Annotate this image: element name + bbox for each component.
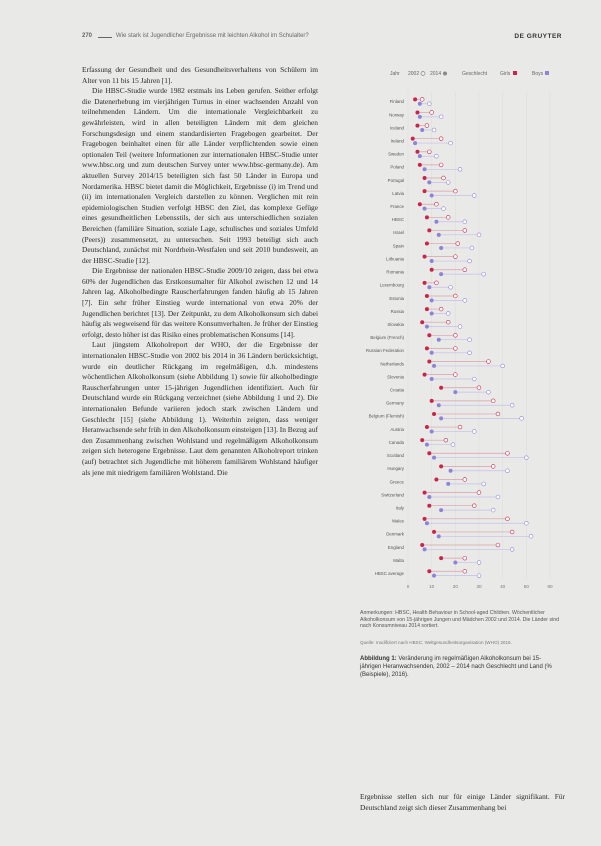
boys-2014-point bbox=[430, 311, 434, 315]
girls-2002-point bbox=[453, 294, 457, 298]
girls-2002-point bbox=[446, 320, 450, 324]
girls-2002-point bbox=[425, 124, 429, 128]
legend-swatch-boys bbox=[545, 71, 549, 75]
boys-2014-point bbox=[418, 115, 422, 119]
legend-item-girls: Girls bbox=[500, 71, 511, 77]
category-label: Belgium (Flemish) bbox=[368, 413, 404, 419]
girls-2014-point bbox=[425, 242, 429, 246]
boys-2014-point bbox=[430, 351, 434, 355]
x-tick-label: 50 bbox=[523, 584, 529, 589]
girls-2014-point bbox=[427, 504, 431, 508]
boys-2014-point bbox=[430, 298, 434, 302]
girls-2002-point bbox=[446, 215, 450, 219]
girls-2014-point bbox=[411, 137, 415, 141]
category-label: Wales bbox=[391, 518, 404, 524]
x-tick-label: 0 bbox=[406, 584, 410, 589]
legend-swatch-girls bbox=[513, 71, 517, 75]
x-tick-label: 40 bbox=[500, 584, 506, 589]
category-label: Sweden bbox=[388, 151, 404, 157]
legend-item-2014: 2014 bbox=[430, 71, 442, 77]
girls-2002-point bbox=[444, 438, 448, 442]
boys-2002-point bbox=[496, 495, 500, 499]
boys-2014-point bbox=[432, 364, 436, 368]
girls-2002-point bbox=[420, 97, 424, 101]
category-label: Malta bbox=[393, 557, 404, 563]
girls-2014-point bbox=[427, 333, 431, 337]
boys-2014-point bbox=[439, 272, 443, 276]
boys-2002-point bbox=[468, 351, 472, 355]
boys-2014-point bbox=[430, 194, 434, 198]
girls-2014-point bbox=[427, 451, 431, 455]
girls-2002-point bbox=[463, 478, 467, 482]
girls-2002-point bbox=[435, 202, 439, 206]
category-label: Romania bbox=[386, 269, 404, 275]
boys-2014-point bbox=[423, 547, 427, 551]
body-text-left bbox=[82, 65, 318, 478]
category-label: Russian Federation bbox=[365, 348, 404, 354]
girls-2002-point bbox=[463, 268, 467, 272]
girls-2002-point bbox=[430, 111, 434, 115]
boys-2014-point bbox=[427, 285, 431, 289]
boys-2014-point bbox=[437, 338, 441, 342]
boys-2002-point bbox=[458, 325, 462, 329]
girls-2014-point bbox=[425, 215, 429, 219]
category-label: France bbox=[390, 204, 404, 210]
girls-2014-point bbox=[427, 569, 431, 573]
boys-2002-point bbox=[451, 443, 455, 447]
category-label: Netherlands bbox=[380, 361, 404, 367]
girls-2002-point bbox=[427, 150, 431, 154]
boys-2002-point bbox=[435, 154, 439, 158]
category-label: Latvia bbox=[392, 190, 404, 196]
category-label: Finland bbox=[389, 99, 404, 105]
girls-2014-point bbox=[423, 491, 427, 495]
girls-2002-point bbox=[456, 242, 460, 246]
x-tick-label: 10 bbox=[429, 584, 435, 589]
girls-2014-point bbox=[420, 320, 424, 324]
boys-2002-point bbox=[510, 548, 514, 552]
girls-2002-point bbox=[463, 569, 467, 573]
girls-2014-point bbox=[434, 477, 438, 481]
girls-2014-point bbox=[427, 228, 431, 232]
boys-2014-point bbox=[430, 429, 434, 433]
girls-2014-point bbox=[415, 110, 419, 114]
category-label: Germany bbox=[385, 400, 404, 406]
boys-2002-point bbox=[491, 508, 495, 512]
girls-2014-point bbox=[415, 124, 419, 128]
boys-2002-point bbox=[468, 338, 472, 342]
legend-item-2002: 2002 bbox=[408, 71, 420, 77]
girls-2014-point bbox=[420, 438, 424, 442]
boys-2014-point bbox=[427, 495, 431, 499]
girls-2014-point bbox=[425, 294, 429, 298]
boys-2002-point bbox=[477, 561, 481, 565]
boys-2014-point bbox=[439, 416, 443, 420]
girls-2002-point bbox=[439, 307, 443, 311]
category-label: England bbox=[387, 544, 404, 550]
girls-2002-point bbox=[477, 386, 481, 390]
figure-1 bbox=[360, 65, 560, 605]
girls-2014-point bbox=[430, 399, 434, 403]
legend-sex-label: Geschlecht bbox=[462, 71, 488, 77]
boys-2002-point bbox=[442, 207, 446, 211]
boys-2014-point bbox=[439, 246, 443, 250]
girls-2002-point bbox=[477, 491, 481, 495]
girls-2014-point bbox=[423, 281, 427, 285]
category-label: Norway bbox=[389, 112, 404, 118]
boys-2002-point bbox=[427, 102, 431, 106]
boys-2014-point bbox=[430, 377, 434, 381]
figure-caption bbox=[360, 655, 560, 679]
category-label: Slovakia bbox=[387, 321, 404, 327]
legend-marker-2014 bbox=[443, 72, 447, 76]
figure-note: Anmerkungen: HBSC, Health Behaviour in School-aged Children. Wöchentlicher Alkoholkonsum von 15-jährigen Jungen und Mädchen 2002 und 2014. Die Länder sind nach Konsumniveau 2014 sortiert. bbox=[360, 610, 559, 630]
girls-2002-point bbox=[453, 373, 457, 377]
category-label: Hungary bbox=[387, 466, 404, 472]
girls-2014-point bbox=[425, 425, 429, 429]
running-title: Wie stark ist Jugendlicher Ergebnisse mit leichten Alkohol im Schulalter? bbox=[116, 33, 309, 39]
category-label: HBSC average bbox=[374, 571, 404, 577]
legend-year-label: Jahr bbox=[390, 71, 400, 77]
girls-2014-point bbox=[425, 346, 429, 350]
girls-2002-point bbox=[496, 543, 500, 547]
category-label: Russia bbox=[390, 308, 404, 314]
boys-2014-point bbox=[449, 469, 453, 473]
girls-2002-point bbox=[458, 425, 462, 429]
boys-2014-point bbox=[425, 443, 429, 447]
boys-2002-point bbox=[477, 233, 481, 237]
boys-2002-point bbox=[529, 534, 533, 538]
girls-2002-point bbox=[487, 360, 491, 364]
girls-2002-point bbox=[506, 451, 510, 455]
category-label: Denmark bbox=[386, 531, 404, 537]
x-tick-label: 60 bbox=[547, 584, 553, 589]
girls-2002-point bbox=[453, 255, 457, 259]
girls-2014-point bbox=[423, 373, 427, 377]
girls-2002-point bbox=[510, 530, 514, 534]
category-label: Estonia bbox=[389, 295, 404, 301]
girls-2002-point bbox=[453, 347, 457, 351]
boys-2002-point bbox=[449, 141, 453, 145]
category-label: Austria bbox=[390, 426, 404, 432]
category-label: Ireland bbox=[390, 138, 404, 144]
girls-2002-point bbox=[453, 189, 457, 193]
boys-2002-point bbox=[449, 285, 453, 289]
category-label: HBSC bbox=[391, 217, 404, 223]
girls-2002-point bbox=[442, 176, 446, 180]
running-header bbox=[82, 33, 562, 45]
girls-2002-point bbox=[439, 163, 443, 167]
boys-2014-point bbox=[427, 180, 431, 184]
category-label: Croatia bbox=[389, 387, 404, 393]
category-label: Scotland bbox=[386, 453, 404, 459]
boys-2014-point bbox=[446, 482, 450, 486]
girls-2014-point bbox=[432, 530, 436, 534]
girls-2014-point bbox=[430, 268, 434, 272]
publisher-logo: DE GRUYTER bbox=[514, 33, 562, 40]
girls-2002-point bbox=[463, 229, 467, 233]
boys-2002-point bbox=[472, 194, 476, 198]
category-label: Spain bbox=[392, 243, 404, 249]
category-label: Slovenia bbox=[387, 374, 404, 380]
body-text-right: Ergebnisse stellen sich nur für einige Länder signifikant. Für Deutschland zeigt sich dieser Zusammenhang bei bbox=[360, 792, 565, 812]
category-label: Greece bbox=[389, 479, 404, 485]
girls-2014-point bbox=[423, 176, 427, 180]
paragraph: Die Ergebnisse der nationalen HBSC-Studie 2009/10 zeigen, dass bei etwa 60% der Jugendlichen das Erstkonsumalter für Alkohol zwischen 12 und 14 Jahren lag. Alkoholbedingte Rauscherfahrungen fanden häufig ab 15 Jahren [7]. Ein sehr früher Einstieg wurde international von etwa 20% der Jugendlichen berichtet [13]. Der Zeitpunkt, zu dem Alkoholkonsum sich dabei häufig als wegweisend für das weitere Konsumverhalten. Je früher der Einstieg erfolgt, desto höher ist das Risiko eines problematischen Konsums [14]. bbox=[82, 266, 318, 339]
boys-2014-point bbox=[420, 128, 424, 132]
category-label: Lithuania bbox=[386, 256, 404, 262]
category-label: Portugal bbox=[387, 177, 404, 183]
boys-2002-point bbox=[432, 128, 436, 132]
boys-2002-point bbox=[501, 364, 505, 368]
boys-2002-point bbox=[470, 246, 474, 250]
boys-2002-point bbox=[468, 259, 472, 263]
boys-2002-point bbox=[463, 298, 467, 302]
girls-2014-point bbox=[427, 360, 431, 364]
category-label: Luxembourg bbox=[379, 282, 404, 288]
category-label: Switzerland bbox=[381, 492, 404, 498]
page-number: 270 bbox=[82, 33, 93, 39]
girls-2002-point bbox=[463, 556, 467, 560]
girls-2002-point bbox=[435, 281, 439, 285]
boys-2002-point bbox=[446, 181, 450, 185]
boys-2002-point bbox=[458, 167, 462, 171]
boys-2014-point bbox=[430, 259, 434, 263]
girls-2014-point bbox=[439, 556, 443, 560]
x-tick-label: 30 bbox=[476, 584, 482, 589]
category-label: Iceland bbox=[389, 125, 404, 131]
x-tick-label: 20 bbox=[452, 584, 458, 589]
figure-caption-text: Veränderung im regelmäßigen Alkoholkonsum bei 15-jährigen Heranwachsenden, 2002 – 2014 nach Geschlecht und Land (% (Beispiele), 2016). bbox=[360, 656, 552, 678]
category-label: Israel bbox=[393, 230, 404, 236]
boys-2014-point bbox=[437, 403, 441, 407]
girls-2014-point bbox=[423, 189, 427, 193]
header-rule bbox=[98, 37, 112, 38]
boys-2014-point bbox=[432, 456, 436, 460]
boys-2014-point bbox=[413, 141, 417, 145]
boys-2014-point bbox=[423, 207, 427, 211]
boys-2002-point bbox=[482, 272, 486, 276]
girls-2014-point bbox=[418, 163, 422, 167]
girls-2002-point bbox=[496, 412, 500, 416]
dot-chart bbox=[360, 65, 560, 605]
category-label: Canada bbox=[388, 439, 404, 445]
boys-2002-point bbox=[477, 574, 481, 578]
legend-item-boys: Boys bbox=[532, 71, 544, 77]
boys-2002-point bbox=[506, 469, 510, 473]
boys-2014-point bbox=[425, 325, 429, 329]
boys-2014-point bbox=[425, 521, 429, 525]
category-label: Belgium (French) bbox=[370, 335, 404, 341]
girls-2014-point bbox=[425, 307, 429, 311]
boys-2014-point bbox=[418, 102, 422, 106]
girls-2014-point bbox=[423, 255, 427, 259]
boys-2002-point bbox=[446, 312, 450, 316]
girls-2014-point bbox=[420, 543, 424, 547]
girls-2014-point bbox=[418, 202, 422, 206]
boys-2014-point bbox=[439, 508, 443, 512]
paragraph: Die HBSC-Studie wurde 1982 erstmals ins Leben gerufen. Seither erfolgt die Datenerhebung im vierjährigen Turnus in einer wachsenden Anzahl von teilnehmenden Ländern. Um die internationale Vergleichbarkeit zu gewährleisten, wird in allen beteiligten Ländern mit dem gleichen Forschungsdesign und einem standardisierten Fragebogen gearbeitet. Der Fragebogen beinhaltet einen für alle Länder verpflichtenden sowie einen optionalen Teil (weitere Informationen zur internationalen HBSC-Studie unter www.hbsc.org und zum deutschen Survey unter www.hbsc-germany.de). Am aktuellen Survey 2014/15 beteiligten sich fast 50 Länder in Europa und Nordamerika. HBSC bietet damit die Möglichkeit, Ergebnisse (i) im Trend und (ii) im internationalen Vergleich darstellen zu können. Verglichen mit rein epidemiologischen Studien verfolgt HBSC den Ziel, das komplexe Gefüge eines gesundheitlichen Lebensstils, der sich aus unterschiedlichen sozialen Bereichen (familiäre Situation, soziale Lage, schulisches und soziales Umfeld (Peers)) zusammensetzt, zu untersuchen. Seit 1993 beteiligt sich auch Deutschland, zunächst mit Nordrhein-Westfalen und seit 2010 bundesweit, an der HBSC-Studie [12]. bbox=[82, 86, 318, 265]
girls-2002-point bbox=[439, 137, 443, 141]
boys-2014-point bbox=[432, 574, 436, 578]
boys-2002-point bbox=[510, 403, 514, 407]
boys-2014-point bbox=[453, 561, 457, 565]
girls-2014-point bbox=[432, 412, 436, 416]
boys-2014-point bbox=[434, 220, 438, 224]
boys-2014-point bbox=[437, 233, 441, 237]
legend-marker-2002 bbox=[421, 72, 425, 76]
girls-2002-point bbox=[491, 399, 495, 403]
girls-2014-point bbox=[439, 386, 443, 390]
girls-2002-point bbox=[472, 504, 476, 508]
figure-caption-label: Abbildung 1: bbox=[360, 656, 397, 662]
boys-2002-point bbox=[472, 430, 476, 434]
boys-2014-point bbox=[423, 167, 427, 171]
girls-2002-point bbox=[506, 517, 510, 521]
figure-source: Quelle: modifiziert nach HBSC; Weltgesundheitsorganisation (WHO) 2016. bbox=[360, 640, 512, 645]
boys-2014-point bbox=[453, 390, 457, 394]
boys-2002-point bbox=[520, 416, 524, 420]
paragraph: Laut jüngstem Alkoholreport der WHO, der die Ergebnisse der internationalen HBSC-Studie von 2002 bis 2014 in 36 Ländern berücksichtigt, wurde ein deutlicher Rückgang im regelmäßigen, d.h. mindestens wöchentlichen Alkoholkonsum (siehe Abbildung 1) sowie für alkoholbedingte Rauscherfahrungen unter 15-jährigen Jugendlichen identifiziert. Auch für Deutschland wurde ein Rückgang verzeichnet (siehe Abbildung 1 und 2). Die internationalen Befunde variieren jedoch stark zwischen Ländern und Geschlecht [15] (siehe Abbildung 1). Weiterhin zeigten, dass weniger Heranwachsende sehr früh in den Alkoholkonsum einsteigen [13]. In Bezug auf den Zusammenhang zwischen Wohlstand und regelmäßigem Alkoholkonsum zeigen sich heterogene Ergebnisse. Laut dem genannten Alkoholreport trinken (auf) betrachtet sich Jugendliche mit höherem familiärem Wohlstand häufiger als jene mit niedrigem familiären Wohlstand. Die bbox=[82, 340, 318, 477]
girls-2002-point bbox=[453, 333, 457, 337]
girls-2014-point bbox=[439, 464, 443, 468]
boys-2002-point bbox=[524, 521, 528, 525]
category-label: Poland bbox=[390, 164, 404, 170]
boys-2002-point bbox=[487, 390, 491, 394]
girls-2014-point bbox=[413, 97, 417, 101]
girls-2002-point bbox=[491, 464, 495, 468]
girls-2014-point bbox=[415, 150, 419, 154]
boys-2002-point bbox=[472, 377, 476, 381]
boys-2014-point bbox=[418, 154, 422, 158]
paragraph: Erfassung der Gesundheit und des Gesundheitsverhaltens von Schülern im Alter von 11 bis 15 Jahren [1]. bbox=[82, 65, 318, 85]
boys-2002-point bbox=[439, 115, 443, 119]
category-label: Italy bbox=[395, 505, 404, 511]
boys-2002-point bbox=[463, 220, 467, 224]
boys-2014-point bbox=[437, 534, 441, 538]
boys-2002-point bbox=[482, 482, 486, 486]
girls-2014-point bbox=[423, 517, 427, 521]
boys-2002-point bbox=[524, 456, 528, 460]
